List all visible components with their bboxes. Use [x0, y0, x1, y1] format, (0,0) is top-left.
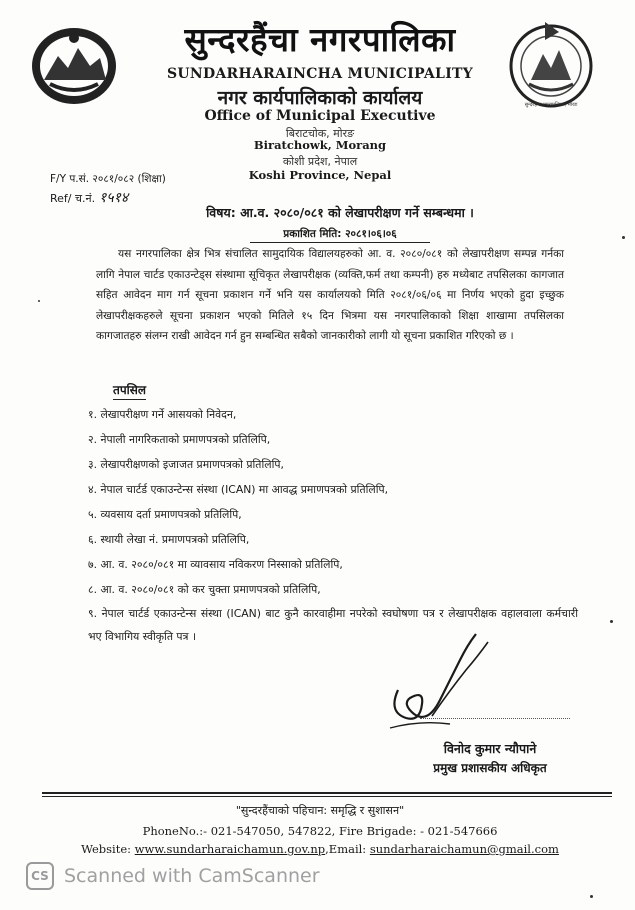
reference-number: १५१४ — [99, 190, 129, 206]
list-item: ४. नेपाल चार्टर्ड एकाउन्टेन्स संस्था (ICAN) मा आवद्ध प्रमाणपत्रको प्रतिलिपि, — [88, 483, 389, 496]
list-item: ८. आ. व. २०८०/०८१ को कर चुक्ता प्रमाणपत्रको प्रतिलिपि, — [88, 583, 321, 596]
list-item: २. नेपाली नागरिकताको प्रमाणपत्रको प्रतिलिपि, — [88, 433, 271, 446]
scan-speck — [610, 620, 613, 623]
notice-subject: विषय: आ.व. २०८०/०८१ को लेखापरीक्षण गर्ने सम्बन्धमा । — [206, 205, 474, 220]
list-item: ५. व्यवसाय दर्ता प्रमाणपत्रको प्रतिलिपि, — [88, 508, 242, 521]
nepal-emblem-icon — [28, 22, 120, 108]
scan-speck — [38, 300, 40, 302]
scan-speck — [622, 236, 625, 239]
office-title-nepali: नगर कार्यपालिकाको कार्यालय — [217, 87, 423, 109]
logo-caption: सुन्दरहैंचा नगरपालिका, मोरङ — [524, 102, 578, 108]
footer-divider — [42, 792, 612, 794]
email-link[interactable]: sundarharaichamun@gmail.com — [369, 842, 559, 856]
reference-label: Ref/ च.नं. — [50, 192, 96, 205]
municipality-title-nepali: सुन्दरहैंचा नगरपालिका — [184, 20, 456, 59]
notice-body: यस नगरपालिका क्षेत्र भित्र संचालित सामुदायिक विद्यालयहरुको आ. व. २०८०/०८१ को लेखापरीक्षण सम्पन्न गर्नका लागि नेपाल चार्टड एकाउन्टेड्स संस्थामा सूचिकृत लेखापरीक्षक (व्यक्ति,फर्म तथा कम्पनी) हरु मध्येबाट तपसिलका कागजात सहित आवेदन माग गर्न सूचना प्रकाशन गर्ने भनि यस कार्यालयको मिति २०८१/०६/०६ मा निर्णय भएको हुदा इच्छुक लेखापरीक्षकहरुले सूचना प्रकाशन भएको मितिले १५ दिन भित्रमा यस नगरपालिकाको शिक्षा शाखामा तपसिलका कागजातहरु संलग्न राखी आवेदन गर्न हुन सम्बन्धित सबैको जानकारीको लागी यो सूचना प्रकाशित गरिएको छ । — [96, 248, 564, 342]
list-item: ९. नेपाल चार्टर्ड एकाउन्टेन्स संस्था (ICAN) बाट कुनै कारवाहीमा नपरेको स्वघोषणा पत्र र लेखापरीक्षक वहालवाला कर्मचारी भए विभागिय स्वीकृति पत्र । — [88, 607, 578, 643]
signatory-name: विनोद कुमार न्यौपाने — [443, 741, 537, 756]
reference-line — [50, 188, 128, 207]
province-nepali: कोशी प्रदेश, नेपाल — [282, 155, 358, 168]
province-english: Koshi Province, Nepal — [248, 168, 392, 182]
footer-phone: PhoneNo.:- 021-547050, 547822, Fire Brigade: - 021-547666 — [142, 824, 498, 838]
list-item: ७. आ. व. २०८०/०८१ मा व्यावसाय नविकरण निस्साको प्रतिलिपि, — [88, 558, 343, 571]
camscanner-logo-icon: CS — [26, 862, 54, 890]
list-item: ३. लेखापरीक्षणको इजाजत प्रमाणपत्रको प्रतिलिपि, — [88, 458, 284, 471]
signatory-title: प्रमुख प्रशासकीय अधिकृत — [433, 761, 547, 775]
footer-contact — [70, 842, 570, 856]
municipality-title-english: SUNDARHARAINCHA MUNICIPALITY — [166, 66, 474, 82]
details-heading: तपसिल — [113, 381, 146, 400]
fiscal-year-reference: F/Y प.सं. २०८१/०८२ (शिक्षा) — [50, 173, 166, 185]
office-title-english: Office of Municipal Executive — [204, 108, 436, 124]
published-date: प्रकाशित मिति: २०८१।०६।०६ — [250, 227, 430, 243]
signature-icon — [380, 620, 500, 740]
website-label: Website: — [81, 842, 135, 856]
scan-speck — [590, 895, 593, 898]
signature-line — [420, 718, 570, 719]
website-link[interactable]: www.sundarharaichamun.gov.np — [134, 842, 326, 856]
municipality-logo-icon — [505, 18, 597, 108]
footer-divider-thin — [42, 796, 612, 797]
list-item: १. लेखापरीक्षण गर्ने आसयको निवेदन, — [88, 408, 237, 421]
address-nepali: बिराटचोक, मोरङ — [285, 127, 355, 140]
email-label: ,Email: — [325, 842, 370, 856]
document-list — [88, 402, 578, 648]
footer-motto: "सुन्दरहैंचाको पहिचान: समृद्धि र सुशासन" — [235, 804, 405, 817]
camscanner-text: Scanned with CamScanner — [64, 865, 320, 887]
address-english: Biratchowk, Morang — [253, 138, 387, 152]
camscanner-watermark — [26, 862, 320, 890]
list-item: ६. स्थायी लेखा नं. प्रमाणपत्रको प्रतिलिपि, — [88, 533, 250, 546]
